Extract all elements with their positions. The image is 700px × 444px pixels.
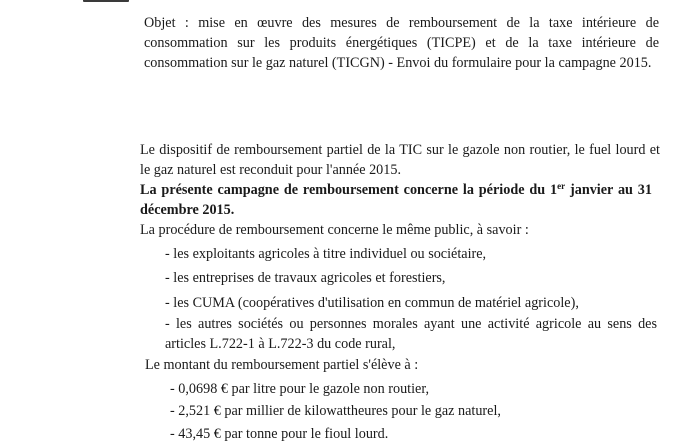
campaign-period-superscript: er: [557, 181, 566, 191]
campaign-period-text: La présente campagne de remboursement concerne la période du 1: [140, 182, 558, 198]
rate-item: - 2,521 € par millier de kilowattheures pour le gaz naturel,: [170, 403, 501, 419]
rate-item: - 0,0698 € par litre pour le gazole non routier,: [170, 381, 430, 397]
list-item: - les entreprises de travaux agricoles et forestiers,: [165, 270, 446, 286]
list-item: - les autres sociétés ou personnes morales ayant une activité agricole au sens des articles L.722-1 à L.722-3 du code rural,: [165, 316, 657, 352]
list-item: - les exploitants agricoles à titre individuel ou sociétaire,: [165, 246, 487, 262]
rate-item: - 43,45 € par tonne pour le fioul lourd.: [170, 426, 389, 442]
campaign-period-paragraph: [140, 180, 652, 220]
campaign-period-text-end: janvier au 31 décembre 2015.: [140, 182, 652, 218]
list-item: - les CUMA (coopératives d'utilisation en commun de matériel agricole),: [165, 295, 579, 311]
procedure-paragraph: La procédure de remboursement concerne le même public, à savoir :: [140, 222, 529, 238]
subject-paragraph: Objet : mise en œuvre des mesures de remboursement de la taxe intérieure de consommation sur les produits énergétiques (TICPE) et de la taxe intérieure de consommation sur le gaz naturel (TICGN) - Envoi du formulaire pour la campagne 2015.: [144, 15, 659, 71]
header-redaction-mark: [83, 0, 129, 2]
intro-paragraph: Le dispositif de remboursement partiel de la TIC sur le gazole non routier, le fuel lourd et le gaz naturel est reconduit pour l'année 2015.: [140, 142, 660, 178]
amount-paragraph: Le montant du remboursement partiel s'élève à :: [145, 357, 419, 373]
